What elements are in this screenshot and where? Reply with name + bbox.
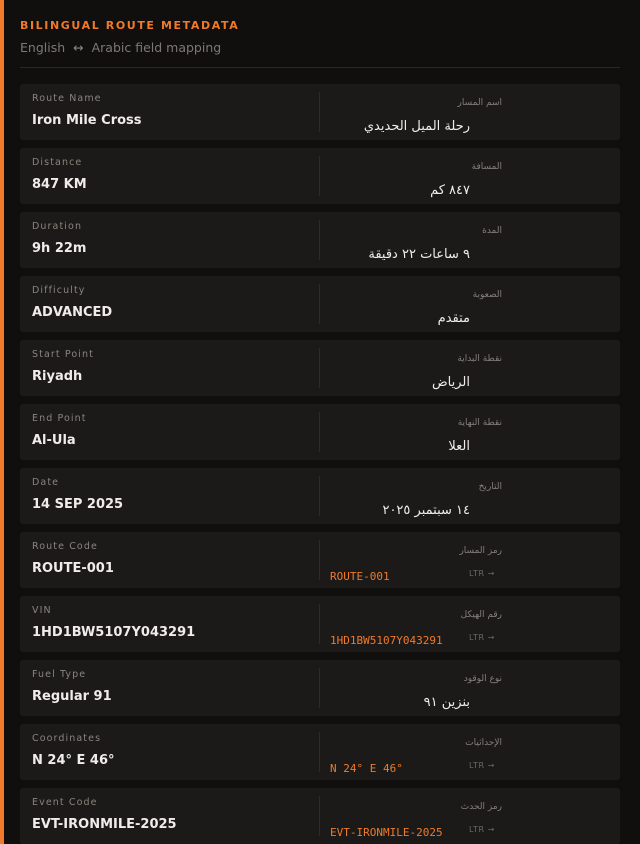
- arabic-side-ltr-value: 1HD1BW5107Y043291: [330, 634, 443, 647]
- arabic-label: نقطة النهاية: [457, 418, 502, 428]
- english-label: Route Code: [32, 541, 98, 552]
- arabic-label: رقم الهيكل: [460, 610, 502, 620]
- arabic-label: المسافة: [471, 162, 502, 172]
- english-value: EVT-IRONMILE-2025: [32, 817, 177, 832]
- field-row-route-name: [20, 84, 620, 140]
- english-value: 9h 22m: [32, 241, 87, 256]
- arabic-side-ltr-value: N 24° E 46°: [330, 762, 403, 775]
- english-value: Al-Ula: [32, 433, 76, 448]
- english-value: ADVANCED: [32, 305, 113, 320]
- arabic-label: نوع الوقود: [463, 674, 502, 684]
- arabic-value: ٨٤٧ كم: [430, 183, 470, 198]
- field-row-coordinates: [20, 724, 620, 780]
- arabic-label: اسم المسار: [457, 98, 502, 108]
- arabic-label: رمز الحدث: [460, 802, 502, 812]
- panel-title: BILINGUAL ROUTE METADATA: [20, 19, 240, 32]
- arabic-label: المدة: [482, 226, 502, 236]
- field-row-end-point: [20, 404, 620, 460]
- field-row-distance: [20, 148, 620, 204]
- arabic-value: رحلة الميل الحديدي: [363, 119, 470, 134]
- field-row-start-point: [20, 340, 620, 396]
- arabic-label: رمز المسار: [459, 546, 502, 556]
- field-row-difficulty: [20, 276, 620, 332]
- column-divider: [319, 92, 320, 132]
- ltr-direction-badge: LTR →: [469, 569, 496, 578]
- english-value: 847 KM: [32, 177, 87, 192]
- english-label: Date: [32, 477, 60, 488]
- english-label: Fuel Type: [32, 669, 87, 680]
- arabic-value: العلا: [448, 439, 470, 454]
- ltr-direction-badge: LTR →: [469, 633, 496, 642]
- arabic-label: نقطة البداية: [457, 354, 502, 364]
- field-row-event-code: [20, 788, 620, 844]
- bidirectional-arrow-icon: ↔: [73, 40, 84, 55]
- field-row-date: [20, 468, 620, 524]
- english-label: Route Name: [32, 93, 102, 104]
- english-value: N 24° E 46°: [32, 753, 115, 768]
- column-divider: [319, 284, 320, 324]
- subtitle-arabic-mapping: Arabic field mapping: [91, 40, 222, 55]
- field-row-duration: [20, 212, 620, 268]
- column-divider: [319, 796, 320, 836]
- arabic-label: الإحداثيات: [465, 738, 502, 748]
- english-value: ROUTE-001: [32, 561, 114, 576]
- english-value: 14 SEP 2025: [32, 497, 124, 512]
- column-divider: [319, 412, 320, 452]
- arabic-value: ١٤ سبتمبر ٢٠٢٥: [382, 503, 470, 518]
- arabic-label: الصعوبة: [472, 290, 502, 300]
- header-divider: [20, 67, 620, 68]
- field-row-vin: [20, 596, 620, 652]
- column-divider: [319, 604, 320, 644]
- ltr-direction-badge: LTR →: [469, 761, 496, 770]
- english-value: 1HD1BW5107Y043291: [32, 625, 196, 640]
- column-divider: [319, 476, 320, 516]
- ltr-direction-badge: LTR →: [469, 825, 496, 834]
- column-divider: [319, 156, 320, 196]
- arabic-label: التاريخ: [478, 482, 502, 492]
- english-label: Distance: [32, 157, 83, 168]
- subtitle-english: English: [20, 40, 66, 55]
- arabic-value: متقدم: [437, 311, 470, 326]
- field-list: [20, 84, 620, 844]
- field-row-route-code: [20, 532, 620, 588]
- field-row-fuel-type: [20, 660, 620, 716]
- english-value: Iron Mile Cross: [32, 113, 142, 128]
- column-divider: [319, 540, 320, 580]
- english-label: Start Point: [32, 349, 94, 360]
- english-label: Coordinates: [32, 733, 102, 744]
- english-value: Regular 91: [32, 689, 112, 704]
- column-divider: [319, 220, 320, 260]
- column-divider: [319, 668, 320, 708]
- english-label: Difficulty: [32, 285, 86, 296]
- english-label: Event Code: [32, 797, 98, 808]
- english-label: VIN: [32, 605, 52, 616]
- english-label: Duration: [32, 221, 83, 232]
- arabic-value: بنزين ٩١: [423, 695, 470, 710]
- column-divider: [319, 732, 320, 772]
- english-value: Riyadh: [32, 369, 83, 384]
- arabic-side-ltr-value: EVT-IRONMILE-2025: [330, 826, 443, 839]
- arabic-value: ٩ ساعات ٢٢ دقيقة: [368, 247, 470, 262]
- arabic-value: الرياض: [431, 375, 470, 390]
- panel-subtitle: [20, 40, 620, 56]
- arabic-side-ltr-value: ROUTE-001: [330, 570, 390, 583]
- accent-bar: [0, 0, 4, 844]
- english-label: End Point: [32, 413, 87, 424]
- column-divider: [319, 348, 320, 388]
- panel-header: [20, 18, 620, 56]
